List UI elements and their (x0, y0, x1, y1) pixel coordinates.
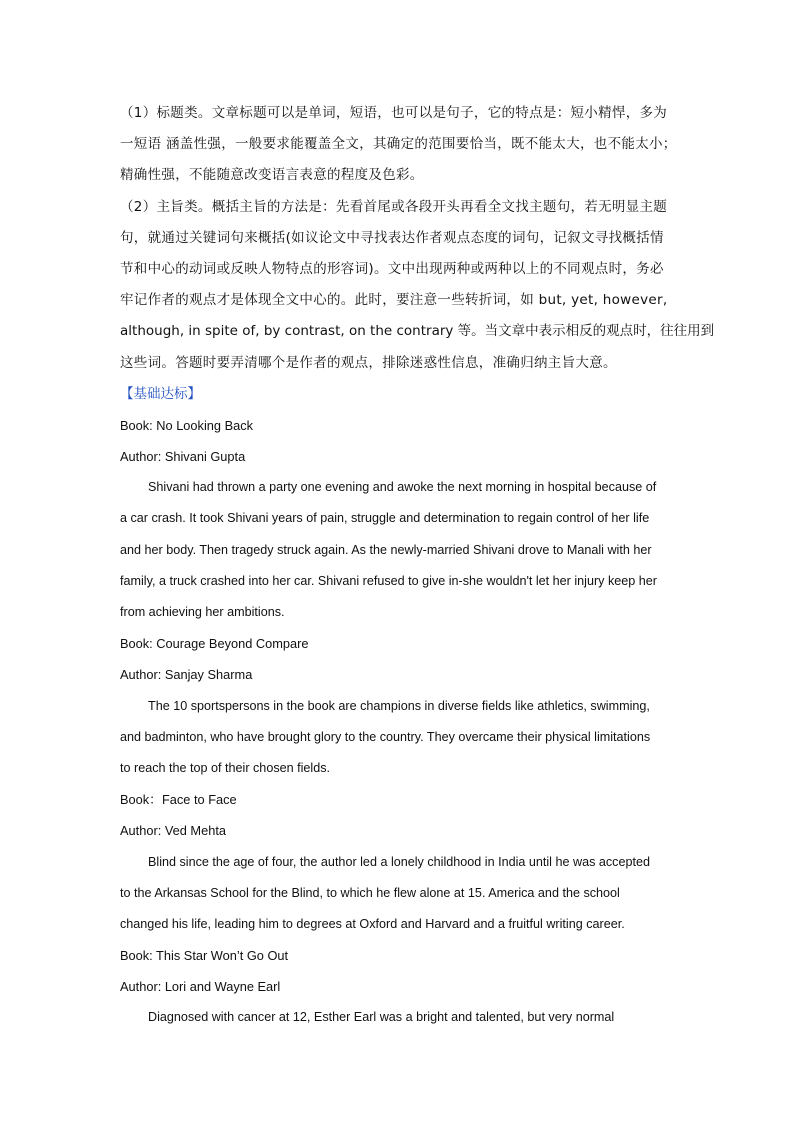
book-summary-line: Diagnosed with cancer at 12, Esther Earl was a bright and talented, but very normal (148, 1010, 615, 1025)
book-title: Book：Face to Face (120, 792, 237, 808)
intro-line: 一短语 涵盖性强，一般要求能覆盖全文，其确定的范围要恰当，既不能太大，也不能太小； (120, 136, 677, 153)
intro-line: 这些词。答题时要弄清哪个是作者的观点，排除迷惑性信息，准确归纳主旨大意。 (120, 354, 617, 371)
book-entry (120, 940, 674, 1034)
book-entry (120, 410, 674, 628)
intro-line: although, in spite of, by contrast, on the contrary 等。当文章中表示相反的观点时，往往用到 (120, 323, 715, 340)
book-entry (120, 628, 674, 784)
book-summary-line: and her body. Then tragedy struck again. As the newly-married Shivani drove to Manali with her (120, 542, 652, 557)
intro-line: 节和中心的动词或反映人物特点的形容词)。文中出现两种或两种以上的不同观点时，务必 (120, 260, 664, 277)
book-author: Author: Lori and Wayne Earl (120, 979, 281, 995)
book-summary-line: The 10 sportspersons in the book are champions in diverse fields like athletics, swimming, (148, 698, 650, 713)
book-summary-line: to the Arkansas School for the Blind, to which he flew alone at 15. America and the school (120, 885, 620, 900)
book-summary-line: to reach the top of their chosen fields. (120, 760, 331, 775)
book-title: Book: Courage Beyond Compare (120, 636, 309, 652)
book-summary-line: from achieving her ambitions. (120, 605, 285, 619)
book-summary-line: Shivani had thrown a party one evening and awoke the next morning in hospital because of (148, 480, 657, 495)
intro-line: 牢记作者的观点才是体现全文中心的。此时，要注意一些转折词，如 but, yet, however, (120, 292, 668, 309)
book-summary-line: and badminton, who have brought glory to the country. They overcame their physical limitations (120, 729, 651, 744)
book-summary-line: changed his life, leading him to degrees at Oxford and Harvard and a fruitful writing career. (120, 916, 625, 931)
book-author: Author: Ved Mehta (120, 823, 226, 839)
book-summary-line: family, a truck crashed into her car. Shivani refused to give in-she wouldn't let her injury keep her (120, 573, 657, 588)
intro-section (120, 98, 715, 379)
section-heading: 【基础达标】 (120, 385, 201, 402)
intro-line: 精确性强，不能随意改变语言表意的程度及色彩。 (120, 167, 424, 184)
book-summary-line: Blind since the age of four, the author led a lonely childhood in India until he was accepted (148, 854, 650, 869)
book-author: Author: Sanjay Sharma (120, 667, 253, 683)
book-entry (120, 784, 674, 940)
book-title: Book: No Looking Back (120, 417, 254, 433)
intro-line: （1）标题类。文章标题可以是单词，短语，也可以是句子，它的特点是：短小精悍，多为 (120, 105, 668, 121)
intro-line: （2）主旨类。概括主旨的方法是：先看首尾或各段开头再看全文找主题句，若无明显主题 (120, 198, 668, 215)
book-author: Author: Shivani Gupta (120, 449, 246, 465)
intro-line: 句，就通过关键词句来概括(如议论文中寻找表达作者观点态度的词句，记叙文寻找概括情 (120, 229, 664, 246)
book-summary-line: a car crash. It took Shivani years of pain, struggle and determination to regain control of her life (120, 511, 650, 526)
book-title: Book: This Star Won’t Go Out (120, 948, 289, 964)
